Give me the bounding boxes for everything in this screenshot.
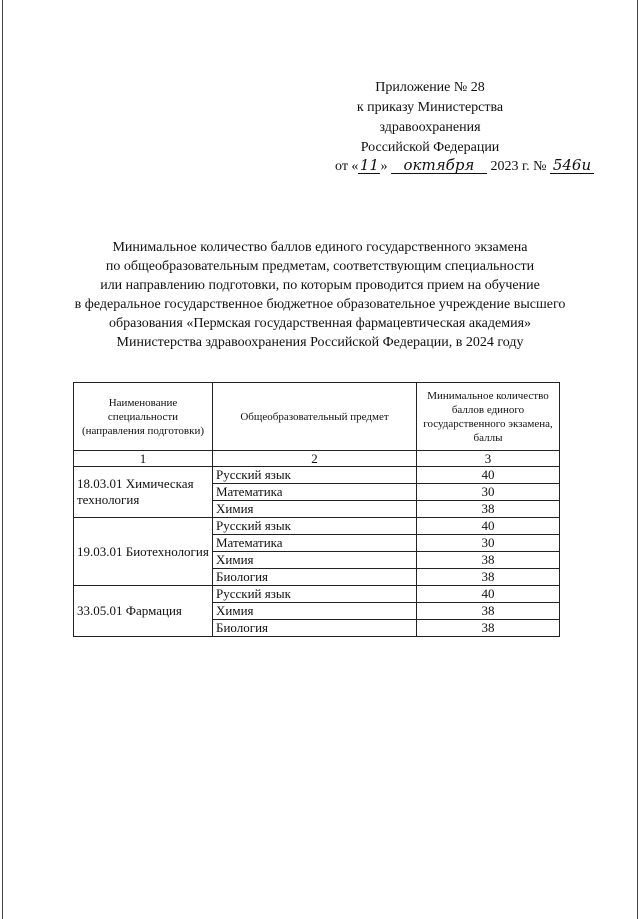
subject-cell: Русский язык: [213, 518, 417, 535]
table-row: [74, 518, 560, 535]
header-subject: Общеобразовательный предмет: [213, 383, 417, 451]
order-date-line: [335, 158, 594, 175]
col-number: 3: [417, 451, 560, 467]
subject-cell: Биология: [213, 569, 417, 586]
score-cell: 40: [417, 467, 560, 484]
annex-header: [300, 78, 560, 158]
order-from-label: от «: [335, 159, 359, 174]
scores-table: [73, 382, 560, 637]
score-cell: 38: [417, 552, 560, 569]
subject-cell: Русский язык: [213, 467, 417, 484]
table-row: [74, 586, 560, 603]
specialty-cell: 19.03.01 Биотехнология: [74, 518, 213, 586]
score-cell: 40: [417, 518, 560, 535]
specialty-cell: 33.05.01 Фармация: [74, 586, 213, 637]
title-line: Министерства здравоохранения Российской Федерации, в 2024 году: [116, 335, 524, 350]
subject-cell: Математика: [213, 484, 417, 501]
score-cell: 38: [417, 569, 560, 586]
score-cell: 38: [417, 620, 560, 637]
table-row: [74, 467, 560, 484]
col-number: 1: [74, 451, 213, 467]
title-line: по общеобразовательным предметам, соответствующим специальности: [105, 259, 535, 274]
specialty-cell: 18.03.01 Химическая технология: [74, 467, 213, 518]
annex-order-ref: к приказу Министерства: [356, 100, 504, 115]
subject-cell: Химия: [213, 501, 417, 518]
score-cell: 38: [417, 603, 560, 620]
subject-cell: Математика: [213, 535, 417, 552]
title-line: Минимальное количество баллов единого государственного экзамена: [112, 240, 528, 255]
col-number: 2: [213, 451, 417, 467]
title-line: образования «Пермская государственная фармацевтическая академия»: [108, 316, 532, 331]
title-line: в федеральное государственное бюджетное образовательное учреждение высшего: [74, 297, 566, 312]
header-specialty: Наименование специальности (направления подготовки): [74, 383, 213, 451]
document-title: [40, 238, 600, 352]
subject-cell: Русский язык: [213, 586, 417, 603]
order-year: 2023 г. №: [490, 159, 547, 174]
subject-cell: Биология: [213, 620, 417, 637]
subject-cell: Химия: [213, 552, 417, 569]
annex-ministry: здравоохранения: [379, 120, 481, 135]
score-cell: 30: [417, 535, 560, 552]
header-min-score: Минимальное количество баллов единого государственного экзамена, баллы: [417, 383, 560, 451]
annex-number: Приложение № 28: [375, 80, 485, 95]
order-month: октября: [391, 158, 487, 174]
column-number-row: [74, 451, 560, 467]
subject-cell: Химия: [213, 603, 417, 620]
order-quote: »: [380, 159, 388, 174]
order-day: 11: [359, 156, 379, 174]
order-number: 546и: [550, 158, 594, 174]
title-line: или направлению подготовки, по которым проводится прием на обучение: [100, 278, 540, 293]
score-cell: 40: [417, 586, 560, 603]
score-cell: 30: [417, 484, 560, 501]
table-header-row: [74, 383, 560, 451]
score-cell: 38: [417, 501, 560, 518]
annex-country: Российской Федерации: [360, 140, 500, 155]
